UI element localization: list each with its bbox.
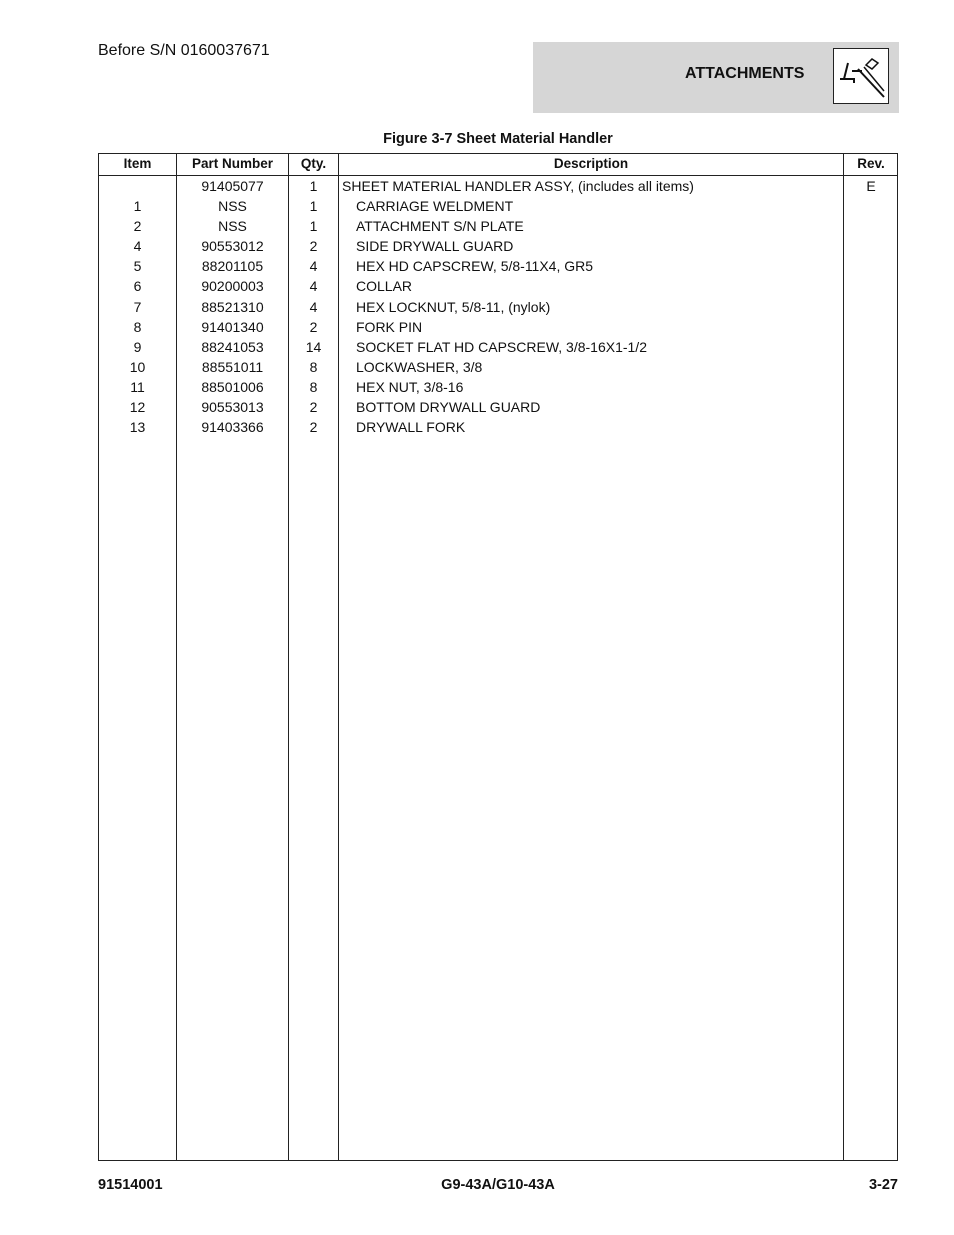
cell-rev: E [866,178,876,194]
cell-description: COLLAR [356,278,413,295]
cell-description: LOCKWASHER, 3/8 [356,358,483,375]
cell-part-number: 88241053 [201,338,264,355]
table-row [99,337,897,357]
table-body [99,176,897,437]
footer-doc-number: 91514001 [98,1177,163,1193]
cell-description: DRYWALL FORK [356,419,466,436]
cell-description: ATTACHMENT S/N PLATE [356,218,524,235]
cell-part-number: NSS [218,198,247,215]
cell-item: 12 [129,399,146,416]
parts-table [98,153,898,1161]
cell-item: 10 [129,358,146,375]
cell-qty: 2 [309,238,318,255]
table-row [99,216,897,236]
cell-qty: 2 [309,318,318,335]
cell-qty: 1 [309,218,318,235]
cell-item: 4 [133,238,142,255]
table-row [99,236,897,256]
cell-description: HEX NUT, 3/8-16 [356,378,464,395]
cell-qty: 4 [309,298,318,315]
cell-part-number: 88201105 [201,258,264,275]
footer-model: G9-43A/G10-43A [441,1177,555,1193]
serial-range: Before S/N 0160037671 [98,42,270,59]
table-row [99,256,897,276]
table-row [99,377,897,397]
cell-item: 8 [133,318,142,335]
cell-description: SIDE DRYWALL GUARD [356,238,514,255]
cell-item: 11 [130,378,145,395]
cell-qty: 1 [309,198,318,215]
cell-description: HEX HD CAPSCREW, 5/8-11X4, GR5 [356,258,594,275]
cell-qty: 2 [309,419,318,436]
cell-part-number: 91401340 [201,318,264,335]
cell-item: 5 [133,258,142,275]
cell-item: 2 [133,218,142,235]
cell-item: 6 [133,278,142,295]
table-row [99,357,897,377]
cell-item: 1 [133,198,142,215]
table-row [99,276,897,296]
cell-qty: 8 [309,378,318,395]
cell-part-number: 88551011 [201,358,264,375]
cell-part-number: 91405077 [201,178,264,194]
cell-description: SOCKET FLAT HD CAPSCREW, 3/8-16X1-1/2 [356,338,647,355]
table-row [99,417,897,437]
cell-qty: 14 [305,338,322,355]
cell-qty: 4 [309,258,318,275]
cell-part-number: NSS [218,218,247,235]
cell-description: SHEET MATERIAL HANDLER ASSY, (includes all items) [342,178,694,194]
table-row [99,397,897,417]
cell-item: 7 [133,298,142,315]
cell-part-number: 90553012 [201,238,264,255]
cell-item: 9 [133,338,142,355]
cell-qty: 2 [309,399,318,416]
table-row [99,317,897,337]
cell-description: BOTTOM DRYWALL GUARD [356,399,541,416]
cell-item: 13 [129,419,146,436]
table-row [99,196,897,216]
cell-part-number: 91403366 [201,419,264,436]
cell-qty: 8 [309,358,318,375]
section-header [533,42,899,113]
cell-description: HEX LOCKNUT, 5/8-11, (nylok) [356,298,551,315]
table-row [99,297,897,317]
column-header-item: Item [123,156,152,171]
column-header-rev: Rev. [857,156,885,171]
cell-part-number: 90200003 [201,278,264,295]
table-row [99,176,897,196]
column-header-part-number: Part Number [191,156,274,171]
attachment-tool-icon [833,48,889,104]
cell-description: CARRIAGE WELDMENT [356,198,514,215]
figure-title: Figure 3-7 Sheet Material Handler [383,131,613,147]
cell-part-number: 88521310 [201,298,264,315]
column-header-qty: Qty. [300,156,327,171]
cell-description: FORK PIN [356,318,423,335]
column-header-description: Description [553,156,629,171]
cell-part-number: 90553013 [201,399,264,416]
section-title: ATTACHMENTS [685,65,805,82]
cell-qty: 1 [309,178,318,194]
cell-qty: 4 [309,278,318,295]
cell-part-number: 88501006 [201,378,264,395]
footer-page-number: 3-27 [868,1177,898,1193]
